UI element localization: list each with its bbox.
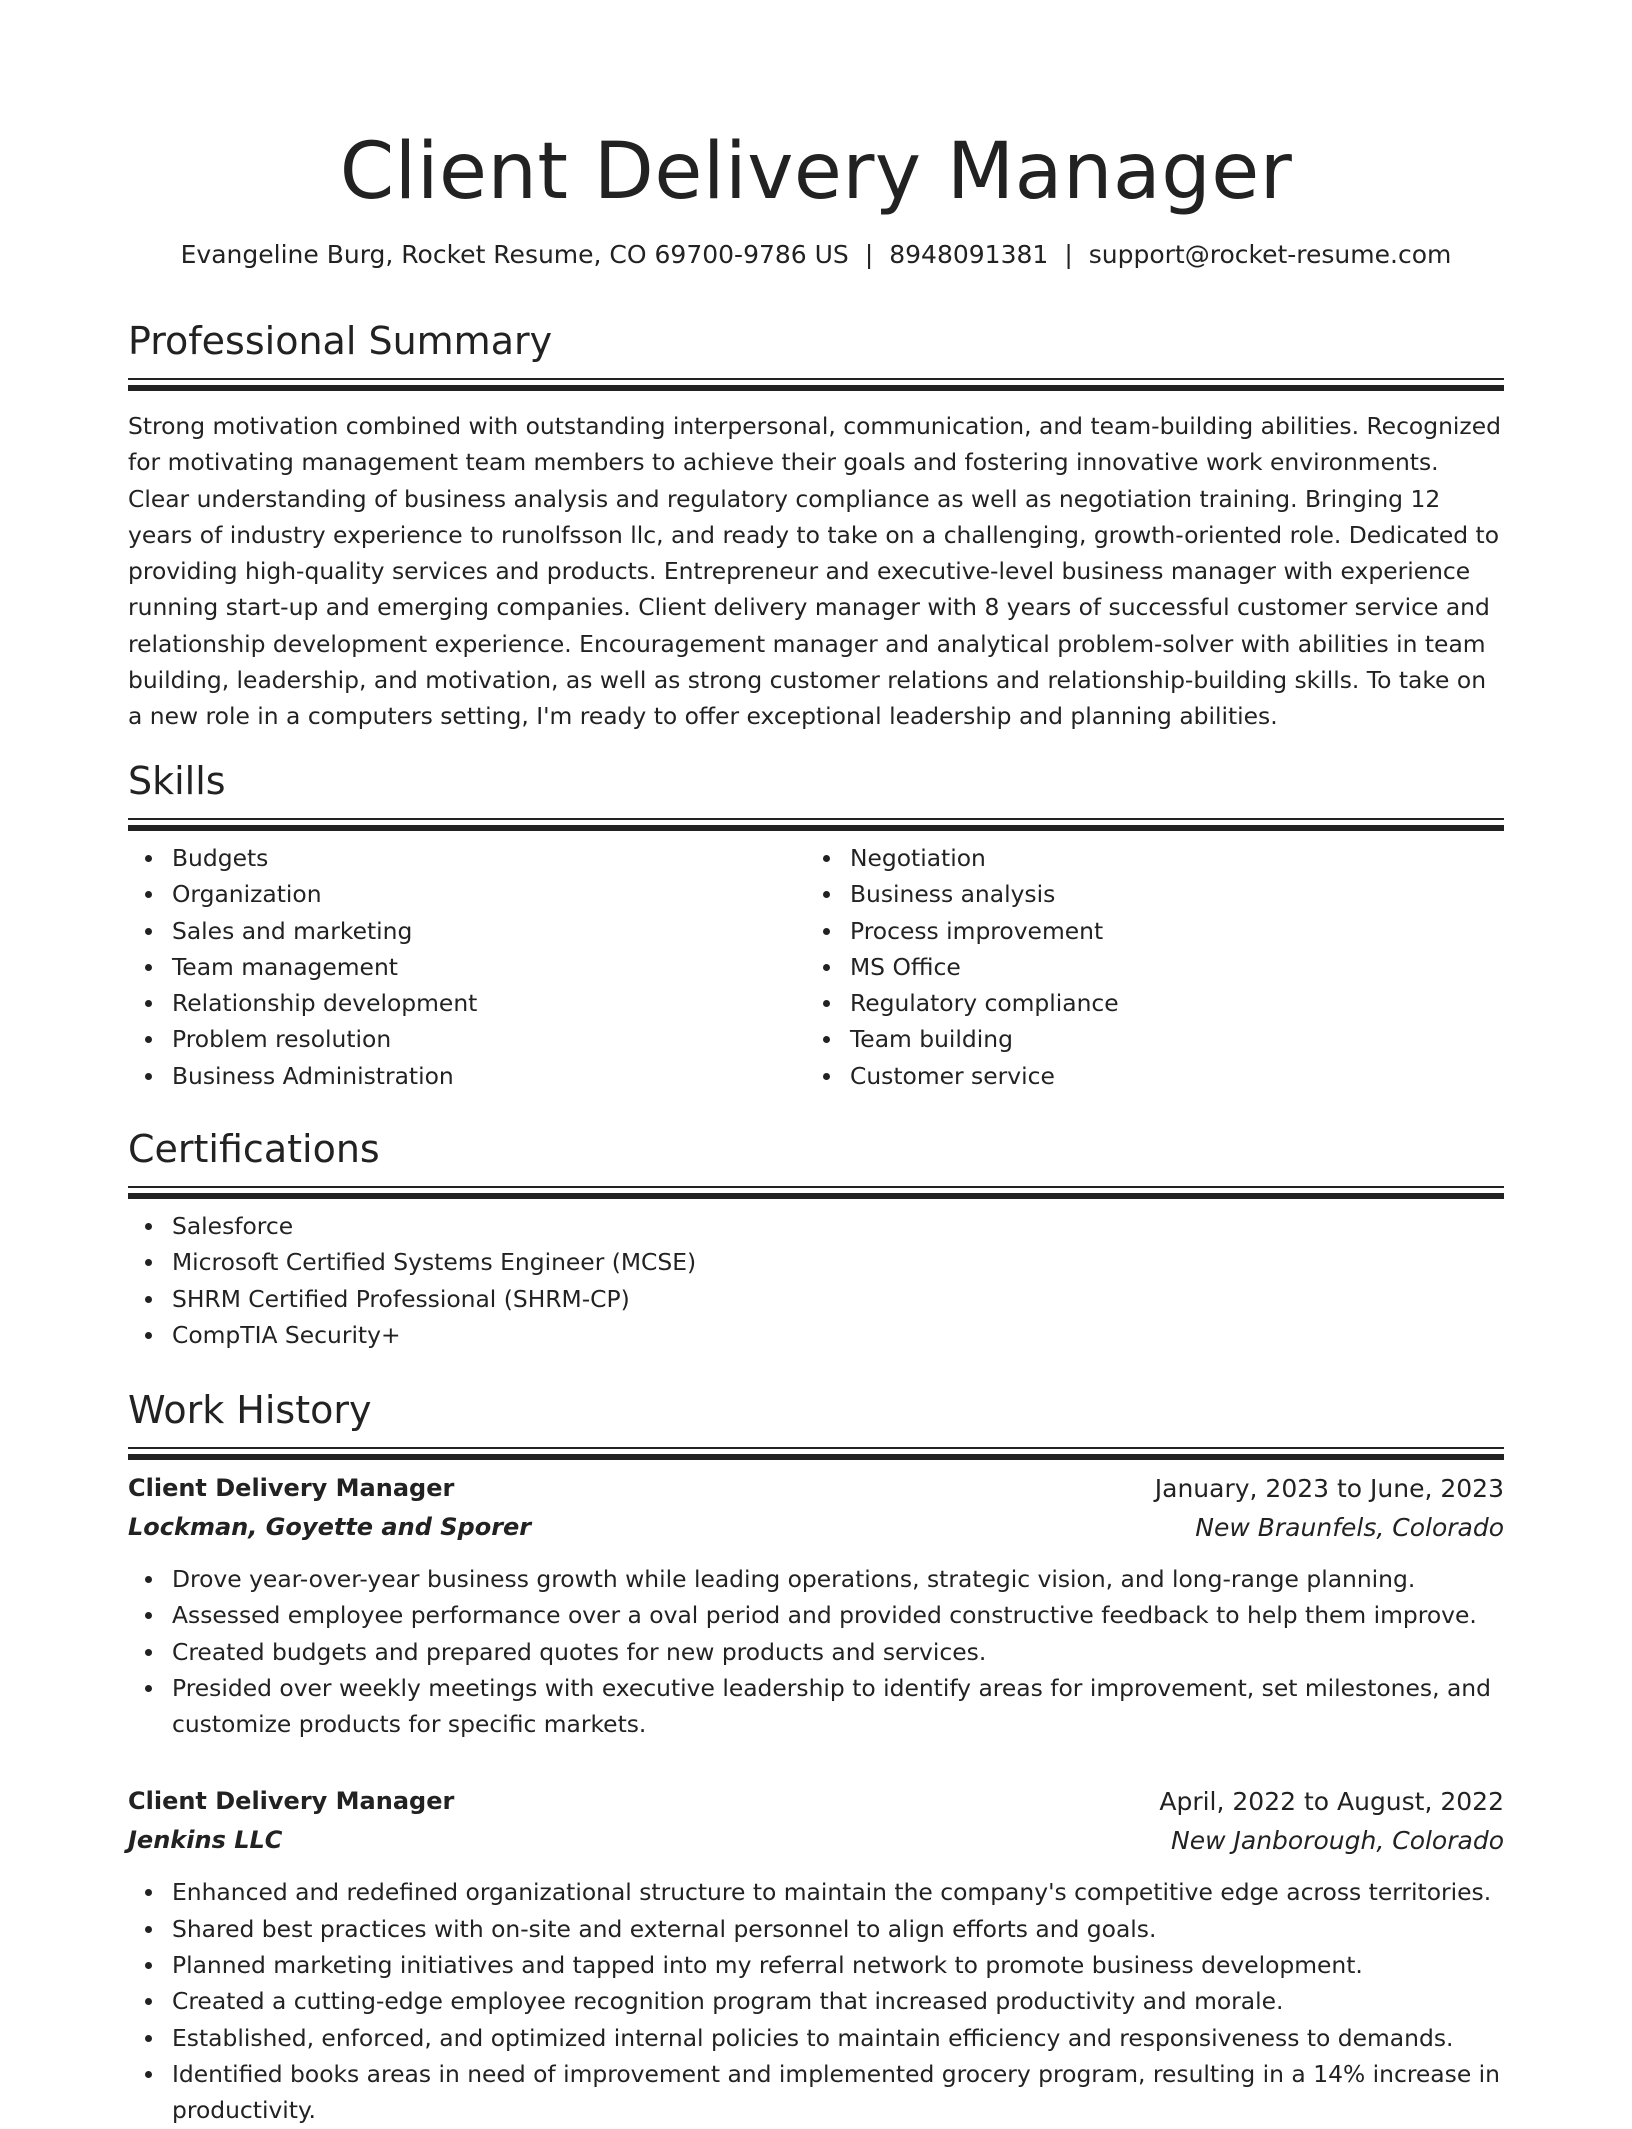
job-bullet: Created a cutting-edge employee recognition program that increased productivity and morale. — [128, 1983, 1504, 2019]
job-location: New Braunfels, Colorado — [1195, 1513, 1504, 1542]
skill-item: Customer service — [806, 1058, 1484, 1094]
skill-item: Team building — [806, 1021, 1484, 1057]
certification-item: CompTIA Security+ — [128, 1317, 1504, 1353]
certification-item: Salesforce — [128, 1208, 1504, 1244]
skill-item: Business Administration — [128, 1058, 806, 1094]
skill-item: Business analysis — [806, 876, 1484, 912]
job-subheader — [128, 1508, 1504, 1547]
summary-text: Strong motivation combined with outstanding interpersonal, communication, and team-building abilities. Recognized for motivating management team members to achieve their goals and fostering innovative work environments. Clear understanding of business analysis and regulatory compliance as well as negotiation training. Bringing 12 years of industry experience to runolfsson llc, and ready to take on a challenging, growth-oriented role. Dedicated to providing high-quality services and products. Entrepreneur and executive-level business manager with experience running start-up and emerging companies. Client delivery manager with 8 years of successful customer service and relationship development experience. Encouragement manager and analytical problem-solver with abilities in team building, leadership, and motivation, as well as strong customer relations and relationship-building skills. To take on a new role in a computers setting, I'm ready to offer exceptional leadership and planning abilities. — [128, 412, 1501, 731]
job-bullet: Established, enforced, and optimized internal policies to maintain efficiency and responsiveness to demands. — [128, 2020, 1504, 2056]
skill-item: Team management — [128, 949, 806, 985]
contact-phone: 8948091381 — [889, 240, 1049, 269]
job-dates: April, 2022 to August, 2022 — [1159, 1787, 1504, 1817]
contact-separator: | — [1064, 240, 1073, 269]
skill-item: Negotiation — [806, 840, 1484, 876]
job-bullets — [128, 1874, 1504, 2128]
contact-separator: | — [864, 240, 874, 269]
certifications-section — [128, 1126, 1504, 1353]
certifications-heading: Certifications — [128, 1127, 380, 1171]
skill-item: Sales and marketing — [128, 913, 806, 949]
contact-email: support@rocket-resume.com — [1088, 240, 1452, 269]
skill-item: Process improvement — [806, 913, 1484, 949]
certification-item: SHRM Certified Professional (SHRM-CP) — [128, 1281, 1504, 1317]
job-bullet: Assessed employee performance over a oval period and provided constructive feedback to help them improve. — [128, 1597, 1504, 1633]
contact-address: Evangeline Burg, Rocket Resume, CO 69700-9786 US — [180, 240, 849, 269]
section-divider — [128, 1186, 1504, 1188]
skill-item: Problem resolution — [128, 1021, 806, 1057]
summary-section — [128, 318, 1504, 735]
skills-list-left — [128, 840, 806, 1094]
summary-heading: Professional Summary — [128, 319, 553, 363]
contact-line — [128, 238, 1504, 272]
skill-item: MS Office — [806, 949, 1484, 985]
job-entry — [128, 1782, 1504, 2128]
job-bullet: Planned marketing initiatives and tapped into my referral network to promote business development. — [128, 1947, 1504, 1983]
job-bullet: Identified books areas in need of improvement and implemented grocery program, resulting in a 14% increase in productivity. — [128, 2056, 1504, 2129]
job-company: Jenkins LLC — [128, 1826, 283, 1855]
job-bullet: Presided over weekly meetings with executive leadership to identify areas for improvement, set milestones, and customize products for specific markets. — [128, 1670, 1504, 1743]
job-title: Client Delivery Manager — [128, 1787, 455, 1816]
skills-heading: Skills — [128, 759, 226, 803]
job-bullet: Enhanced and redefined organizational structure to maintain the company's competitive edge across territories. — [128, 1874, 1504, 1910]
work-history-section — [128, 1387, 1504, 2129]
resume-title: Client Delivery Manager — [339, 127, 1293, 217]
job-bullet: Shared best practices with on-site and external personnel to align efforts and goals. — [128, 1911, 1504, 1947]
skill-item: Regulatory compliance — [806, 985, 1484, 1021]
skill-item: Budgets — [128, 840, 806, 876]
job-company: Lockman, Goyette and Sporer — [128, 1513, 532, 1541]
job-bullet: Created budgets and prepared quotes for new products and services. — [128, 1634, 1504, 1670]
job-subheader — [128, 1821, 1504, 1860]
job-bullets — [128, 1561, 1504, 1742]
job-header — [128, 1469, 1504, 1508]
section-divider — [128, 818, 1504, 820]
job-bullet: Drove year-over-year business growth while leading operations, strategic vision, and long-range planning. — [128, 1561, 1504, 1597]
skill-item: Relationship development — [128, 985, 806, 1021]
job-entry — [128, 1469, 1504, 1742]
job-title: Client Delivery Manager — [128, 1474, 455, 1502]
job-header — [128, 1782, 1504, 1821]
section-divider — [128, 1447, 1504, 1449]
skills-list-right — [806, 840, 1484, 1094]
skills-section — [128, 758, 1504, 1094]
resume-page — [128, 0, 1504, 2125]
certifications-list — [128, 1208, 1504, 1353]
skill-item: Organization — [128, 876, 806, 912]
job-location: New Janborough, Colorado — [1171, 1826, 1504, 1856]
section-divider — [128, 378, 1504, 380]
certification-item: Microsoft Certified Systems Engineer (MCSE) — [128, 1244, 1504, 1280]
skills-columns — [128, 840, 1504, 1094]
work-history-heading: Work History — [128, 1388, 372, 1432]
job-dates: January, 2023 to June, 2023 — [1154, 1474, 1504, 1503]
